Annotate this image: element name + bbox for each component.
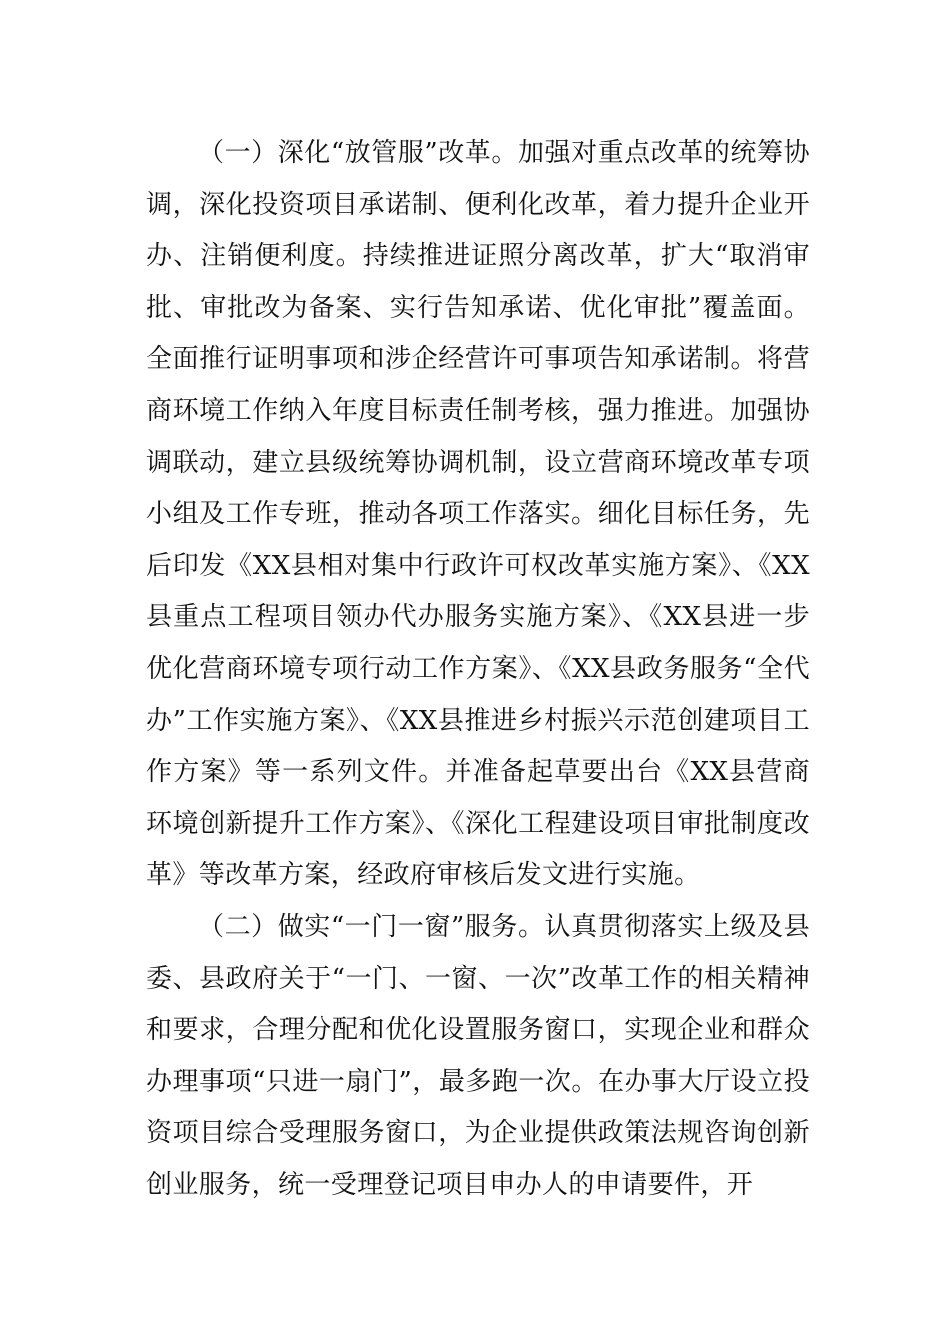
document-body: [146, 128, 810, 1211]
paragraph-reform-fangguanfu: （一）深化“放管服”改革。加强对重点改革的统筹协调，深化投资项目承诺制、便利化改革，着力提升企业开办、注销便利度。持续推进证照分离改革，扩大“取消审批、审批改为备案、实行告知承诺、优化审批”覆盖面。全面推行证明事项和涉企经营许可事项告知承诺制。将营商环境工作纳入年度目标责任制考核，强力推进。加强协调联动，建立县级统筹协调机制，设立营商环境改革专项小组及工作专班，推动各项工作落实。细化目标任务，先后印发《XX县相对集中行政许可权改革实施方案》、《XX县重点工程项目领办代办服务实施方案》、《XX县进一步优化营商环境专项行动工作方案》、《XX县政务服务“全代办”工作实施方案》、《XX县推进乡村振兴示范创建项目工作方案》等一系列文件。并准备起草要出台《XX县营商环境创新提升工作方案》、《深化工程建设项目审批制度改革》等改革方案，经政府审核后发文进行实施。: [146, 138, 810, 891]
paragraph-one-door-one-window: （二）做实“一门一窗”服务。认真贯彻落实上级及县委、县政府关于“一门、一窗、一次”改革工作的相关精神和要求，合理分配和优化设置服务窗口，实现企业和群众办理事项“只进一扇门”，最多跑一次。在办事大厅设立投资项目综合受理服务窗口，为企业提供政策法规咨询创新创业服务，统一受理登记项目申办人的申请要件，开: [146, 911, 810, 1200]
